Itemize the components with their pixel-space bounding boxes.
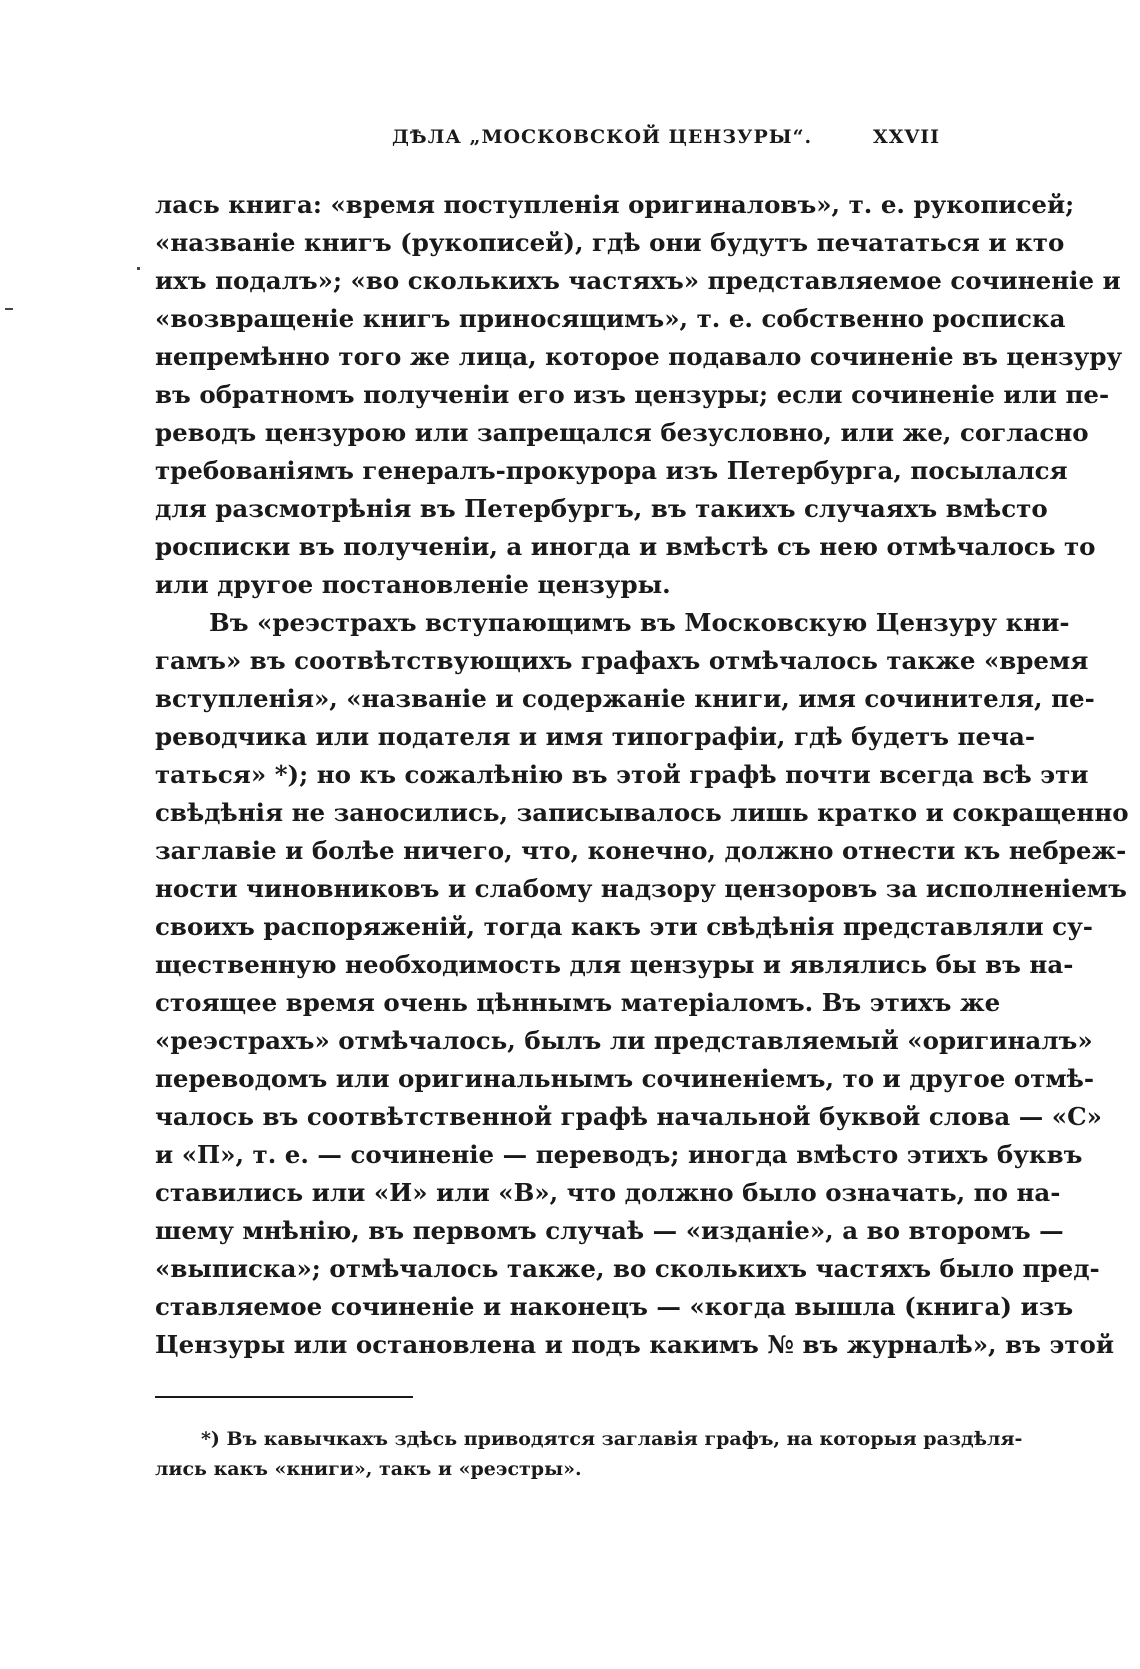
text-line: стоящее время очень цѣннымъ матеріаломъ. Въ этихъ же	[155, 988, 1001, 1017]
footnote	[155, 1424, 1023, 1484]
text-line: ставляемое сочиненіе и наконецъ — «когда вышла (книга) изъ	[155, 1292, 1074, 1321]
text-line: таться» *); но къ сожалѣнію въ этой графѣ почти всегда всѣ эти	[155, 760, 1089, 789]
text-line: ихъ подалъ»; «во сколькихъ частяхъ» представляемое сочиненіе и	[155, 266, 1121, 295]
text-line: шему мнѣнію, въ первомъ случаѣ — «изданіе», а во второмъ —	[155, 1216, 1064, 1245]
text-line: ности чиновниковъ и слабому надзору цензоровъ за исполненіемъ	[155, 874, 1127, 903]
text-line: въ обратномъ полученіи его изъ цензуры; если сочиненіе или пе-	[155, 380, 1110, 409]
footnote-line: лись какъ «книги», такъ и «реэстры».	[155, 1458, 582, 1480]
text-line: «названіе книгъ (рукописей), гдѣ они будутъ печататься и кто	[155, 228, 1065, 257]
text-line: Въ «реэстрахъ вступающимъ въ Московскую Цензуру кни-	[209, 608, 1070, 637]
text-line: росписки въ полученіи, а иногда и вмѣстѣ съ нею отмѣчалось то	[155, 532, 1096, 561]
running-title: ДѢЛА „МОСКОВСКОЙ ЦЕНЗУРЫ“.	[392, 126, 813, 148]
text-line: и «П», т. е. — сочиненіе — переводъ; иногда вмѣсто этихъ буквъ	[155, 1140, 1083, 1169]
text-line: или другое постановленіе цензуры.	[155, 570, 671, 599]
text-line: требованіямъ генералъ-прокурора изъ Петербурга, посылался	[155, 456, 1068, 485]
footnote-line: *) Въ кавычкахъ здѣсь приводятся заглавія графъ, на которыя раздѣля-	[201, 1428, 1023, 1450]
text-line: для разсмотрѣнія въ Петербургъ, въ такихъ случаяхъ вмѣсто	[155, 494, 1048, 523]
text-line: «возвращеніе книгъ приносящимъ», т. е. собственно росписка	[155, 304, 1066, 333]
text-line: «выписка»; отмѣчалось также, во сколькихъ частяхъ было пред-	[155, 1254, 1100, 1283]
text-line: Цензуры или остановлена и подъ какимъ № въ журналѣ», въ этой	[155, 1330, 1115, 1359]
text-line: чалось въ соотвѣтственной графѣ начальной буквой слова — «С»	[155, 1102, 1102, 1131]
text-line: гамъ» въ соотвѣтствующихъ графахъ отмѣчалось также «время	[155, 646, 1089, 675]
text-line: свѣдѣнія не заносились, записывалось лишь кратко и сокращенно	[155, 798, 1129, 827]
text-line: щественную необходимость для цензуры и являлись бы въ на-	[155, 950, 1074, 979]
text-line: реводчика или подателя и имя типографіи, гдѣ будетъ печа-	[155, 722, 1036, 751]
text-line: реводъ цензурою или запрещался безусловно, или же, согласно	[155, 418, 1089, 447]
text-line: «реэстрахъ» отмѣчалось, былъ ли представляемый «оригиналъ»	[155, 1026, 1093, 1055]
text-line: ставились или «И» или «В», что должно было означать, по на-	[155, 1178, 1061, 1207]
margin-mark	[137, 267, 140, 270]
margin-mark	[5, 308, 13, 310]
text-line: непремѣнно того же лица, которое подавало сочиненіе въ цензуру	[155, 342, 1123, 371]
page-number: XXVII	[872, 126, 940, 148]
text-line: вступленія», «названіе и содержаніе книги, имя сочинителя, пе-	[155, 684, 1095, 713]
body-text	[155, 186, 1129, 1364]
text-line: лась книга: «время поступленія оригиналовъ», т. е. рукописей;	[155, 190, 1075, 219]
text-line: своихъ распоряженій, тогда какъ эти свѣдѣнія представляли су-	[155, 912, 1093, 941]
text-line: заглавіе и болѣе ничего, что, конечно, должно отнести къ небреж-	[155, 836, 1127, 865]
text-line: переводомъ или оригинальнымъ сочиненіемъ, то и другое отмѣ-	[155, 1064, 1095, 1093]
footnote-rule	[155, 1396, 413, 1398]
